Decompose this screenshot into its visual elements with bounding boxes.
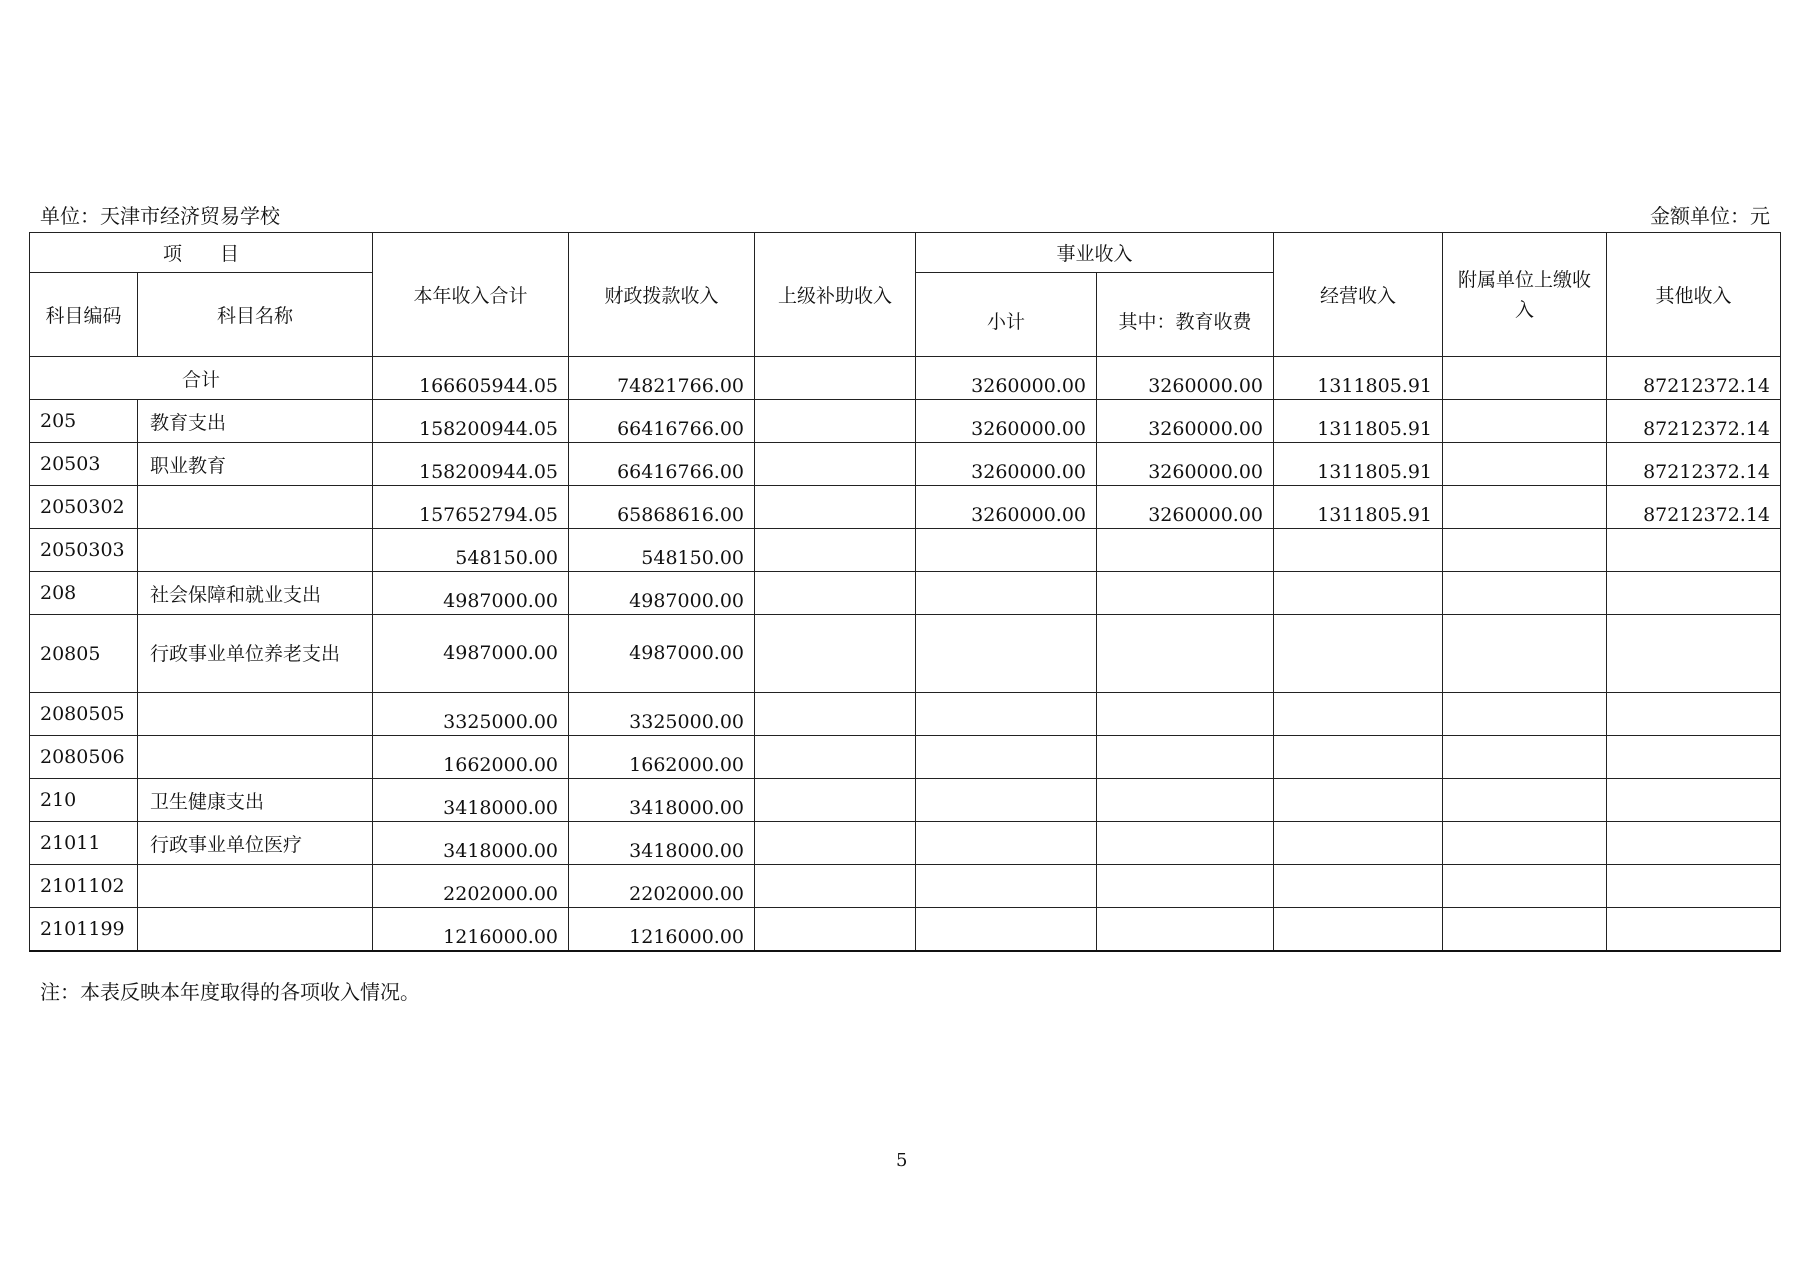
total-cell: 158200944.05 — [373, 400, 569, 443]
superior-cell — [755, 779, 916, 822]
code-cell: 2050303 — [30, 529, 138, 572]
superior-cell — [755, 736, 916, 779]
operating-cell: 1311805.91 — [1274, 486, 1443, 529]
subtotal-cell — [916, 572, 1097, 615]
other-cell — [1607, 908, 1781, 951]
operating-cell — [1274, 572, 1443, 615]
table-row — [30, 443, 1781, 486]
edu-fee-cell — [1097, 693, 1274, 736]
superior-cell — [755, 615, 916, 693]
edu-fee-cell — [1097, 529, 1274, 572]
name-cell: 教育支出 — [138, 400, 373, 443]
affiliated-cell — [1443, 779, 1607, 822]
fiscal-cell: 66416766.00 — [569, 443, 755, 486]
edu-fee-cell — [1097, 736, 1274, 779]
operating-cell — [1274, 529, 1443, 572]
header-item: 项 目 — [30, 233, 373, 273]
name-cell — [138, 908, 373, 951]
total-cell: 2202000.00 — [373, 865, 569, 908]
subtotal-cell — [916, 693, 1097, 736]
total-row — [30, 357, 1781, 400]
superior-cell — [755, 693, 916, 736]
header-name: 科目名称 — [138, 273, 373, 357]
edu-fee-cell: 3260000.00 — [1097, 357, 1274, 400]
fiscal-cell: 1216000.00 — [569, 908, 755, 951]
total-cell: 1216000.00 — [373, 908, 569, 951]
fiscal-cell: 548150.00 — [569, 529, 755, 572]
operating-cell: 1311805.91 — [1274, 357, 1443, 400]
code-cell: 210 — [30, 779, 138, 822]
header-edu-fee: 其中：教育收费 — [1097, 273, 1274, 357]
affiliated-cell — [1443, 572, 1607, 615]
subtotal-cell — [916, 908, 1097, 951]
table-row — [30, 779, 1781, 822]
name-cell: 职业教育 — [138, 443, 373, 486]
total-cell: 157652794.05 — [373, 486, 569, 529]
subtotal-cell — [916, 779, 1097, 822]
operating-cell — [1274, 822, 1443, 865]
code-cell: 2080505 — [30, 693, 138, 736]
code-cell: 2050302 — [30, 486, 138, 529]
other-cell — [1607, 529, 1781, 572]
superior-cell — [755, 443, 916, 486]
affiliated-cell — [1443, 443, 1607, 486]
superior-cell — [755, 572, 916, 615]
header-operating: 经营收入 — [1274, 233, 1443, 357]
superior-cell — [755, 529, 916, 572]
superior-cell — [755, 908, 916, 951]
header-affiliated: 附属单位上缴收入 — [1443, 233, 1607, 357]
operating-cell — [1274, 779, 1443, 822]
operating-cell: 1311805.91 — [1274, 443, 1443, 486]
name-cell: 行政事业单位养老支出 — [138, 615, 373, 693]
fiscal-cell: 4987000.00 — [569, 572, 755, 615]
affiliated-cell — [1443, 615, 1607, 693]
fiscal-cell: 3418000.00 — [569, 779, 755, 822]
table-row — [30, 572, 1781, 615]
edu-fee-cell — [1097, 615, 1274, 693]
other-cell: 87212372.14 — [1607, 486, 1781, 529]
table-note: 注：本表反映本年度取得的各项收入情况。 — [40, 980, 420, 1004]
table-row — [30, 693, 1781, 736]
name-cell: 卫生健康支出 — [138, 779, 373, 822]
table-row — [30, 908, 1781, 951]
other-cell: 87212372.14 — [1607, 357, 1781, 400]
fiscal-cell: 1662000.00 — [569, 736, 755, 779]
operating-cell — [1274, 693, 1443, 736]
code-cell: 21011 — [30, 822, 138, 865]
table-row — [30, 736, 1781, 779]
subtotal-cell — [916, 865, 1097, 908]
table-row — [30, 400, 1781, 443]
fiscal-cell: 2202000.00 — [569, 865, 755, 908]
other-cell — [1607, 615, 1781, 693]
fiscal-cell: 65868616.00 — [569, 486, 755, 529]
fiscal-cell: 4987000.00 — [569, 615, 755, 693]
code-cell: 205 — [30, 400, 138, 443]
fiscal-cell: 3418000.00 — [569, 822, 755, 865]
fiscal-cell: 3325000.00 — [569, 693, 755, 736]
name-cell — [138, 865, 373, 908]
code-cell: 20503 — [30, 443, 138, 486]
other-cell — [1607, 779, 1781, 822]
superior-cell — [755, 486, 916, 529]
table-row — [30, 615, 1781, 693]
name-cell: 社会保障和就业支出 — [138, 572, 373, 615]
total-cell: 3418000.00 — [373, 822, 569, 865]
fiscal-cell: 74821766.00 — [569, 357, 755, 400]
affiliated-cell — [1443, 736, 1607, 779]
affiliated-cell — [1443, 400, 1607, 443]
subtotal-cell — [916, 736, 1097, 779]
fiscal-cell: 66416766.00 — [569, 400, 755, 443]
edu-fee-cell — [1097, 572, 1274, 615]
name-cell: 行政事业单位医疗 — [138, 822, 373, 865]
header-code: 科目编码 — [30, 273, 138, 357]
name-cell — [138, 486, 373, 529]
affiliated-cell — [1443, 486, 1607, 529]
superior-cell — [755, 822, 916, 865]
name-cell — [138, 693, 373, 736]
operating-cell — [1274, 908, 1443, 951]
total-cell: 166605944.05 — [373, 357, 569, 400]
header-other: 其他收入 — [1607, 233, 1781, 357]
table-row — [30, 822, 1781, 865]
subtotal-cell: 3260000.00 — [916, 357, 1097, 400]
total-cell: 1662000.00 — [373, 736, 569, 779]
subtotal-cell — [916, 615, 1097, 693]
currency-unit: 金额单位：元 — [1650, 204, 1770, 228]
superior-cell — [755, 865, 916, 908]
operating-cell — [1274, 736, 1443, 779]
operating-cell — [1274, 865, 1443, 908]
subtotal-cell — [916, 822, 1097, 865]
total-cell: 4987000.00 — [373, 572, 569, 615]
edu-fee-cell — [1097, 865, 1274, 908]
other-cell: 87212372.14 — [1607, 400, 1781, 443]
code-cell: 2101102 — [30, 865, 138, 908]
header-business: 事业收入 — [916, 233, 1274, 273]
operating-cell — [1274, 615, 1443, 693]
code-cell: 2080506 — [30, 736, 138, 779]
total-label: 合计 — [30, 357, 373, 400]
table-row — [30, 865, 1781, 908]
table-row — [30, 529, 1781, 572]
total-cell: 3418000.00 — [373, 779, 569, 822]
edu-fee-cell — [1097, 779, 1274, 822]
table-row — [30, 486, 1781, 529]
operating-cell: 1311805.91 — [1274, 400, 1443, 443]
superior-cell — [755, 400, 916, 443]
subtotal-cell — [916, 529, 1097, 572]
affiliated-cell — [1443, 865, 1607, 908]
edu-fee-cell — [1097, 908, 1274, 951]
total-cell: 4987000.00 — [373, 615, 569, 693]
name-cell — [138, 736, 373, 779]
header-fiscal: 财政拨款收入 — [569, 233, 755, 357]
total-cell: 3325000.00 — [373, 693, 569, 736]
unit-name: 单位：天津市经济贸易学校 — [40, 204, 280, 228]
affiliated-cell — [1443, 693, 1607, 736]
other-cell: 87212372.14 — [1607, 443, 1781, 486]
name-cell — [138, 529, 373, 572]
total-cell: 548150.00 — [373, 529, 569, 572]
other-cell — [1607, 865, 1781, 908]
header-total: 本年收入合计 — [373, 233, 569, 357]
income-table — [29, 232, 1781, 952]
edu-fee-cell: 3260000.00 — [1097, 443, 1274, 486]
code-cell: 20805 — [30, 615, 138, 693]
superior-cell — [755, 357, 916, 400]
other-cell — [1607, 736, 1781, 779]
affiliated-cell — [1443, 908, 1607, 951]
edu-fee-cell: 3260000.00 — [1097, 400, 1274, 443]
edu-fee-cell — [1097, 822, 1274, 865]
edu-fee-cell: 3260000.00 — [1097, 486, 1274, 529]
subtotal-cell: 3260000.00 — [916, 486, 1097, 529]
code-cell: 2101199 — [30, 908, 138, 951]
header-superior: 上级补助收入 — [755, 233, 916, 357]
subtotal-cell: 3260000.00 — [916, 400, 1097, 443]
affiliated-cell — [1443, 822, 1607, 865]
header-subtotal: 小计 — [916, 273, 1097, 357]
total-cell: 158200944.05 — [373, 443, 569, 486]
other-cell — [1607, 572, 1781, 615]
affiliated-cell — [1443, 357, 1607, 400]
affiliated-cell — [1443, 529, 1607, 572]
unit-line — [40, 203, 1770, 229]
subtotal-cell: 3260000.00 — [916, 443, 1097, 486]
page-number: 5 — [896, 1150, 908, 1171]
code-cell: 208 — [30, 572, 138, 615]
other-cell — [1607, 693, 1781, 736]
other-cell — [1607, 822, 1781, 865]
